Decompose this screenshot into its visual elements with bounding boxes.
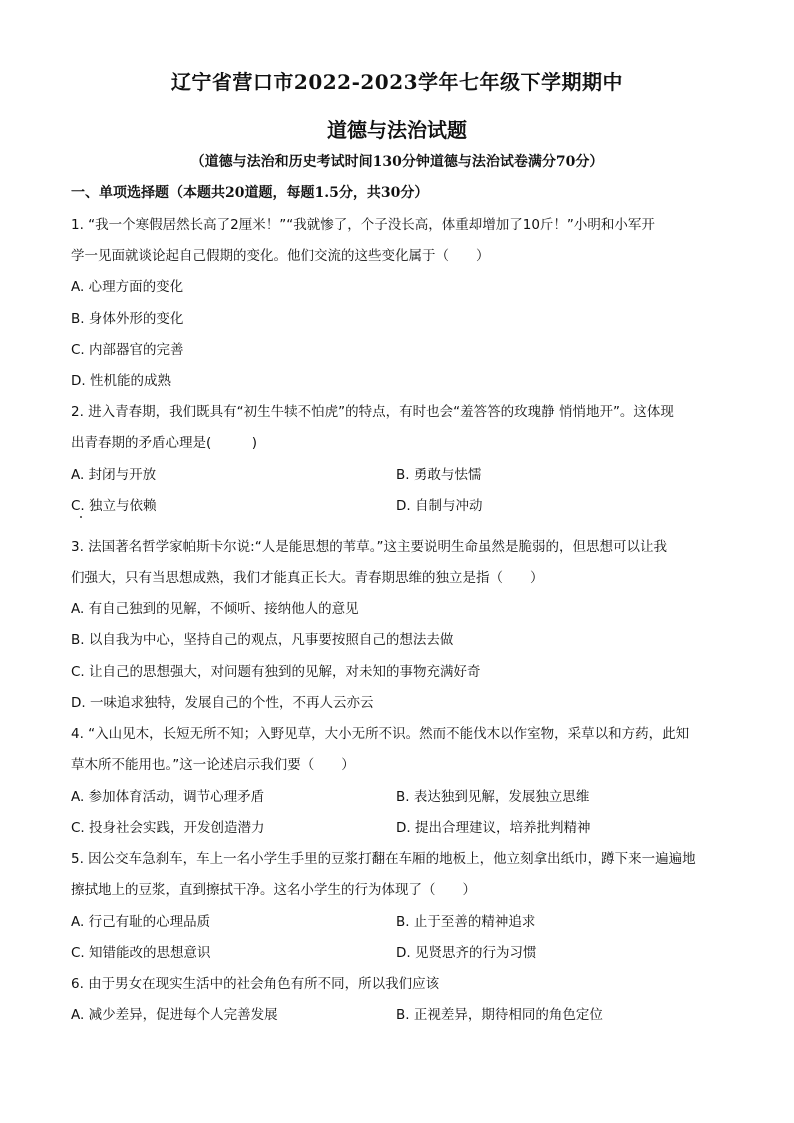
question-1-option-a: A. 心理方面的变化 [71,279,184,295]
question-6-option-b: B. 正视差异，期待相同的角色定位 [396,1007,603,1023]
question-4-line-2: 草木所不能用也。”这一论述启示我们要（ ） [71,757,355,773]
question-4-option-a: A. 参加体育活动，调节心理矛盾 [71,789,265,805]
section-heading: 一、单项选择题（本题共20道题，每题1.5分，共30分） [71,185,429,201]
question-5-option-b: B. 止于至善的精神追求 [396,914,536,930]
question-5-line-2: 擦拭地上的豆浆，直到擦拭干净。这名小学生的行为体现了（ ） [71,882,476,898]
question-6-option-a: A. 减少差异，促进每个人完善发展 [71,1007,278,1023]
question-2-option-a: A. 封闭与开放 [71,467,157,483]
question-3-option-b: B. 以自我为中心，坚持自己的观点，凡事要按照自己的想法去做 [71,632,454,648]
question-3-line-1: 3. 法国著名哲学家帕斯卡尔说:“人是能思想的苇草。”这主要说明生命虽然是脆弱的，但思想可以让我 [71,539,667,555]
question-2-option-b: B. 勇敢与怯懦 [396,467,482,483]
exam-title: 辽宁省营口市2022-2023学年七年级下学期期中 [170,70,624,94]
question-1-option-b: B. 身体外形的变化 [71,311,184,327]
scan-speck [80,516,82,518]
question-3-option-d: D. 一味追求独特，发展自己的个性，不再人云亦云 [71,695,374,711]
exam-info: （道德与法治和历史考试时间130分钟道德与法治试卷满分70分） [190,154,604,170]
question-5-line-1: 5. 因公交车急刹车，车上一名小学生手里的豆浆打翻在车厢的地板上，他立刻拿出纸巾，蹲下来一遍遍地 [71,851,696,867]
question-1-option-c: C. 内部器官的完善 [71,342,184,358]
question-5-option-a: A. 行己有耻的心理品质 [71,914,211,930]
question-2-line-2: 出青春期的矛盾心理是( ) [71,435,258,451]
question-4-option-d: D. 提出合理建议，培养批判精神 [396,820,591,836]
question-3-option-a: A. 有自己独到的见解，不倾听、接纳他人的意见 [71,601,359,617]
question-4-line-1: 4. “入山见木，长短无所不知；入野见草，大小无所不识。然而不能伐木以作室物，采草以和方药，此知 [71,726,690,742]
exam-subject-title: 道德与法治试题 [327,118,467,142]
question-4-option-b: B. 表达独到见解，发展独立思维 [396,789,590,805]
question-1-line-2: 学一见面就谈论起自己假期的变化。他们交流的这些变化属于（ ） [71,248,490,264]
question-5-option-d: D. 见贤思齐的行为习惯 [396,945,537,961]
question-4-option-c: C. 投身社会实践，开发创造潜力 [71,820,265,836]
question-1-line-1: 1. “我一个寒假居然长高了2厘米！”“我就惨了，个子没长高，体重却增加了10斤！”小明和小军开 [71,217,655,233]
question-5-option-c: C. 知错能改的思想意识 [71,945,211,961]
question-6-line-1: 6. 由于男女在现实生活中的社会角色有所不同，所以我们应该 [71,976,440,992]
question-3-option-c: C. 让自己的思想强大，对问题有独到的见解，对未知的事物充满好奇 [71,664,481,680]
question-1-option-d: D. 性机能的成熟 [71,373,171,389]
question-2-option-c: C. 独立与依赖 [71,498,157,514]
question-2-line-1: 2. 进入青春期，我们既具有“初生牛犊不怕虎”的特点，有时也会“羞答答的玫瑰静 悄悄地开”。这体现 [71,404,674,420]
question-2-option-d: D. 自制与冲动 [396,498,483,514]
question-3-line-2: 们强大，只有当思想成熟，我们才能真正长大。青春期思维的独立是指（ ） [71,570,544,586]
